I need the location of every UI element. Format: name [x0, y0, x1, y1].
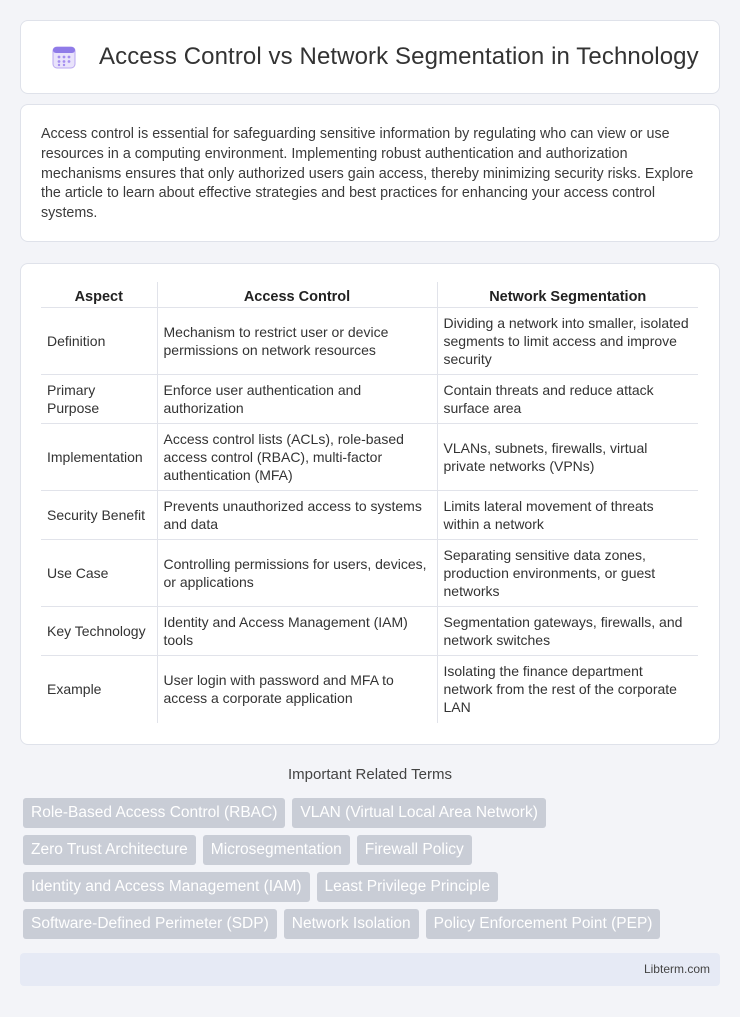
- access-control-cell: Access control lists (ACLs), role-based access control (RBAC), multi-factor authentication (MFA): [157, 424, 437, 491]
- aspect-cell: Security Benefit: [41, 491, 157, 540]
- table-row: [41, 540, 698, 607]
- table-row: [41, 491, 698, 540]
- tag-row: [23, 909, 713, 939]
- related-term-tag[interactable]: Zero Trust Architecture: [23, 835, 196, 865]
- access-control-cell: Prevents unauthorized access to systems and data: [157, 491, 437, 540]
- header-card: [20, 20, 720, 94]
- network-segmentation-cell: Segmentation gateways, firewalls, and network switches: [437, 607, 698, 656]
- network-segmentation-cell: Isolating the finance department network from the rest of the corporate LAN: [437, 656, 698, 723]
- access-control-cell: Enforce user authentication and authorization: [157, 375, 437, 424]
- footer-site-link[interactable]: Libterm.com: [643, 962, 710, 976]
- access-control-cell: Controlling permissions for users, devices, or applications: [157, 540, 437, 607]
- related-term-tag[interactable]: Role-Based Access Control (RBAC): [23, 798, 285, 828]
- page-title: Access Control vs Network Segmentation in Technology: [99, 43, 699, 70]
- column-header: Network Segmentation: [489, 289, 647, 305]
- network-segmentation-cell: VLANs, subnets, firewalls, virtual private networks (VPNs): [437, 424, 698, 491]
- tag-row: [23, 835, 713, 865]
- network-segmentation-cell: Separating sensitive data zones, production environments, or guest networks: [437, 540, 698, 607]
- network-segmentation-cell: Contain threats and reduce attack surface area: [437, 375, 698, 424]
- aspect-cell: Primary Purpose: [41, 375, 157, 424]
- related-term-tag[interactable]: Least Privilege Principle: [317, 872, 498, 902]
- related-term-tag[interactable]: Microsegmentation: [203, 835, 350, 865]
- column-header: Aspect: [41, 282, 157, 308]
- footer: [20, 953, 720, 986]
- related-terms-title: Important Related Terms: [288, 766, 452, 783]
- aspect-cell: Implementation: [41, 424, 157, 491]
- related-term-tag[interactable]: Software-Defined Perimeter (SDP): [23, 909, 277, 939]
- related-term-tag[interactable]: Firewall Policy: [357, 835, 472, 865]
- table-row: [41, 375, 698, 424]
- aspect-cell: Use Case: [41, 540, 157, 607]
- intro-card: [20, 104, 720, 242]
- tag-row: [23, 798, 713, 828]
- related-terms-list: [23, 798, 713, 946]
- related-term-tag[interactable]: VLAN (Virtual Local Area Network): [292, 798, 545, 828]
- table-row: [41, 308, 698, 375]
- aspect-cell: Key Technology: [41, 607, 157, 656]
- access-control-cell: Mechanism to restrict user or device permissions on network resources: [157, 308, 437, 375]
- comparison-card: [20, 263, 720, 745]
- access-control-cell: User login with password and MFA to access a corporate application: [157, 656, 437, 723]
- comparison-table: [41, 282, 698, 723]
- related-term-tag[interactable]: Network Isolation: [284, 909, 419, 939]
- tag-row: [23, 872, 713, 902]
- column-header: Access Control: [157, 282, 437, 308]
- intro-text: Access control is essential for safeguarding sensitive information by regulating who can view or use resources in a computing environment. Implementing robust authentication and authorization mechanisms ensures that only authorized users gain access, thereby minimizing security risks. Explore the article to learn about effective strategies and best practices for enhancing your access control systems.: [41, 126, 694, 222]
- related-term-tag[interactable]: Policy Enforcement Point (PEP): [426, 909, 661, 939]
- table-row: [41, 656, 698, 723]
- aspect-cell: Definition: [41, 308, 157, 375]
- table-header-row: [41, 282, 698, 308]
- calendar-icon: [49, 42, 79, 72]
- table-row: [41, 607, 698, 656]
- table-row: [41, 424, 698, 491]
- network-segmentation-cell: Limits lateral movement of threats within a network: [437, 491, 698, 540]
- network-segmentation-cell: Dividing a network into smaller, isolated segments to limit access and improve security: [437, 308, 698, 375]
- related-term-tag[interactable]: Identity and Access Management (IAM): [23, 872, 310, 902]
- aspect-cell: Example: [41, 656, 157, 723]
- access-control-cell: Identity and Access Management (IAM) tools: [157, 607, 437, 656]
